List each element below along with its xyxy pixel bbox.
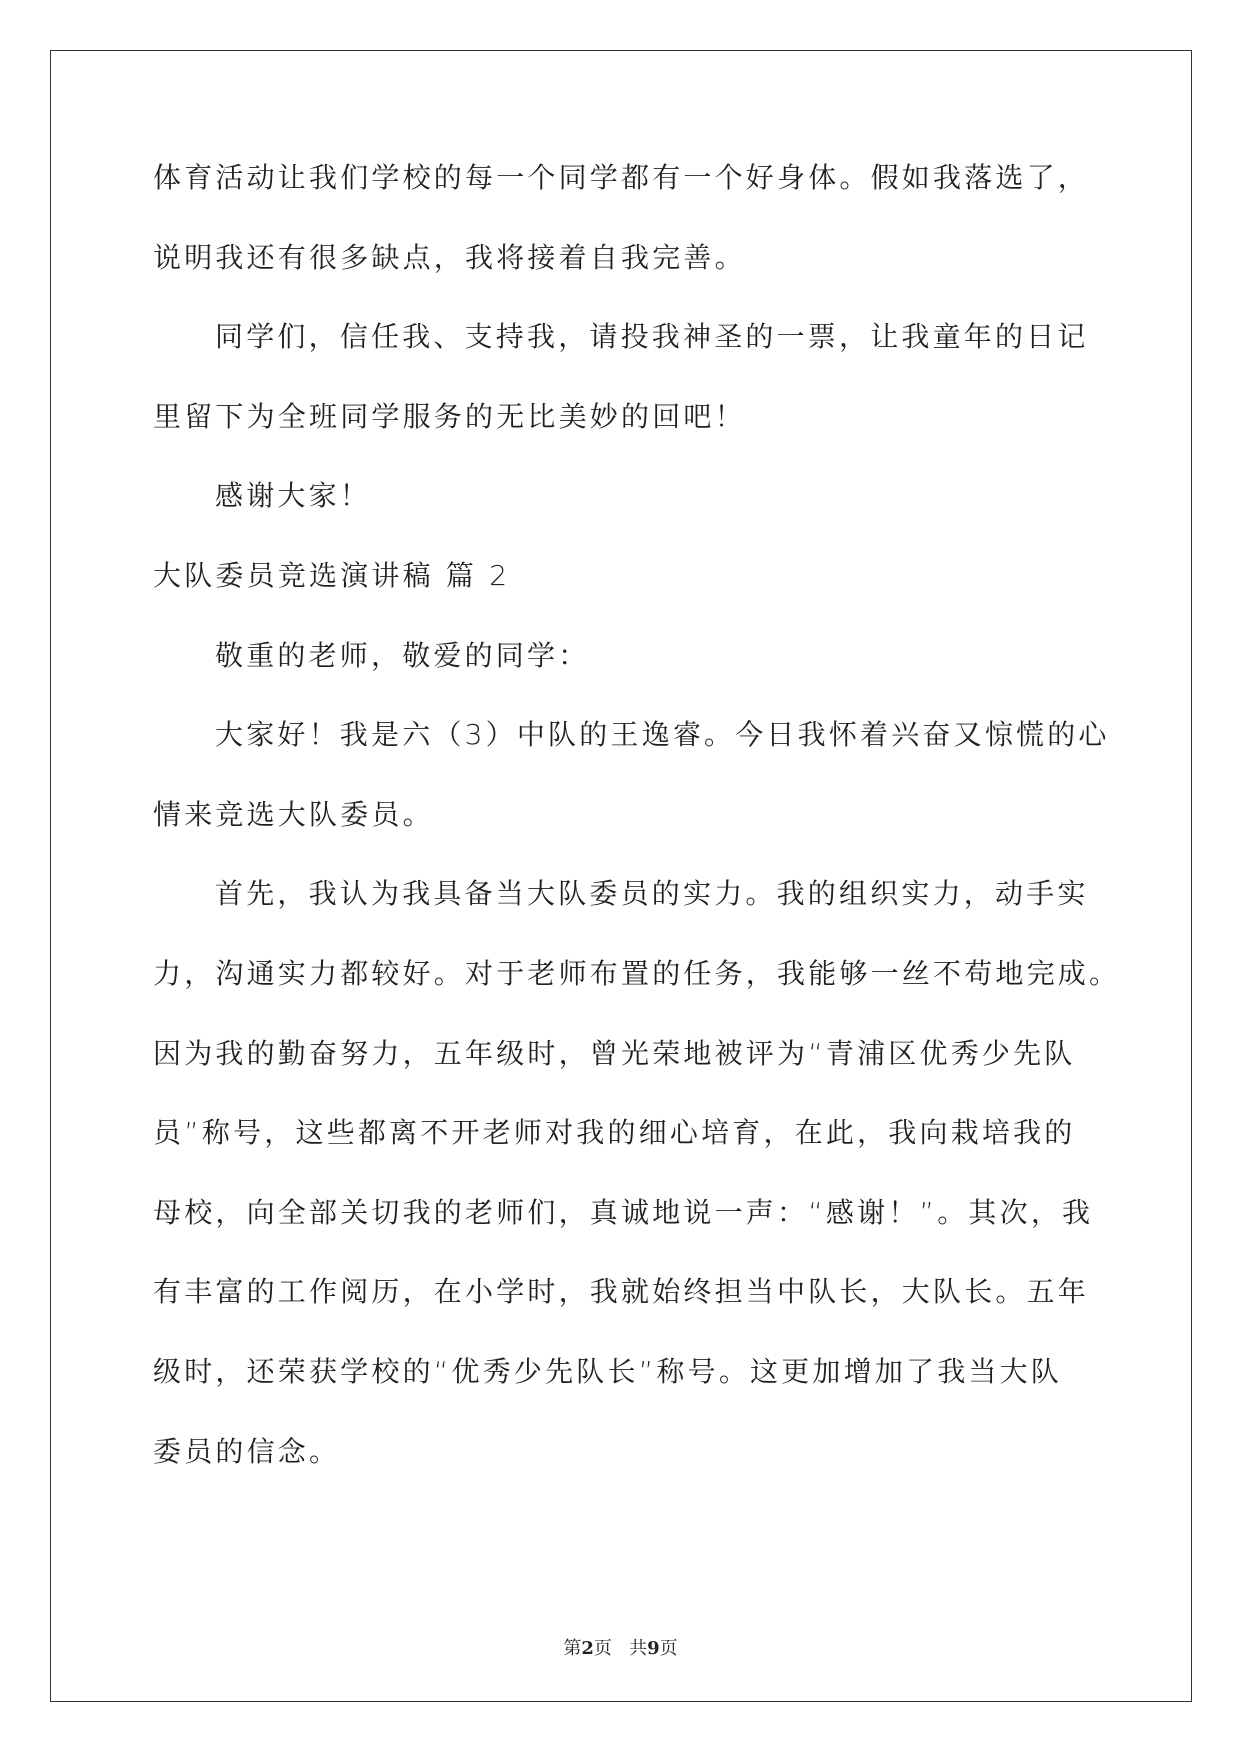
paragraph-line: 力，沟通实力都较好。对于老师布置的任务，我能够一丝不苟地完成。 xyxy=(153,956,1121,990)
paragraph-line: 有丰富的工作阅历，在小学时，我就始终担当中队长，大队长。五年 xyxy=(153,1275,1090,1309)
document-body xyxy=(153,158,1121,1511)
paragraph-line: 首先，我认为我具备当大队委员的实力。我的组织实力，动手实 xyxy=(215,877,1089,911)
paragraph-line: 母校，向全部关切我的老师们，真诚地说一声：“感谢！”。其次，我 xyxy=(153,1195,1094,1229)
footer-prefix: 第 xyxy=(563,1638,582,1659)
footer-mid: 页 共 xyxy=(593,1638,648,1659)
footer-suffix: 页 xyxy=(659,1638,678,1659)
paragraph-line: 大家好！我是六（3）中队的王逸睿。今日我怀着兴奋又惊慌的心 xyxy=(215,718,1110,752)
paragraph-line: 说明我还有很多缺点，我将接着自我完善。 xyxy=(153,240,746,274)
paragraph-line: 因为我的勤奋努力，五年级时，曾光荣地被评为“青浦区优秀少先队 xyxy=(153,1036,1076,1070)
paragraph-line: 同学们，信任我、支持我，请投我神圣的一票，让我童年的日记 xyxy=(215,320,1089,354)
paragraph-line: 委员的信念。 xyxy=(153,1434,341,1468)
paragraph-line: 敬重的老师，敬爱的同学： xyxy=(215,638,590,672)
paragraph-line: 员”称号，这些都离不开老师对我的细心培育，在此，我向栽培我的 xyxy=(153,1116,1076,1150)
current-page-number: 2 xyxy=(581,1638,594,1659)
paragraph-line: 级时，还荣获学校的“优秀少先队长”称号。这更加增加了我当大队 xyxy=(153,1354,1063,1388)
page-footer xyxy=(0,1634,1241,1660)
paragraph-line: 体育活动让我们学校的每一个同学都有一个好身体。假如我落选了， xyxy=(153,161,1090,194)
paragraph-line: 里留下为全班同学服务的无比美妙的回吧！ xyxy=(153,399,746,433)
paragraph-line: 感谢大家！ xyxy=(215,479,372,513)
section-heading: 大队委员竞选演讲稿 篇 2 xyxy=(153,558,511,592)
paragraph-line: 情来竞选大队委员。 xyxy=(153,797,434,831)
total-pages-number: 9 xyxy=(647,1638,660,1659)
